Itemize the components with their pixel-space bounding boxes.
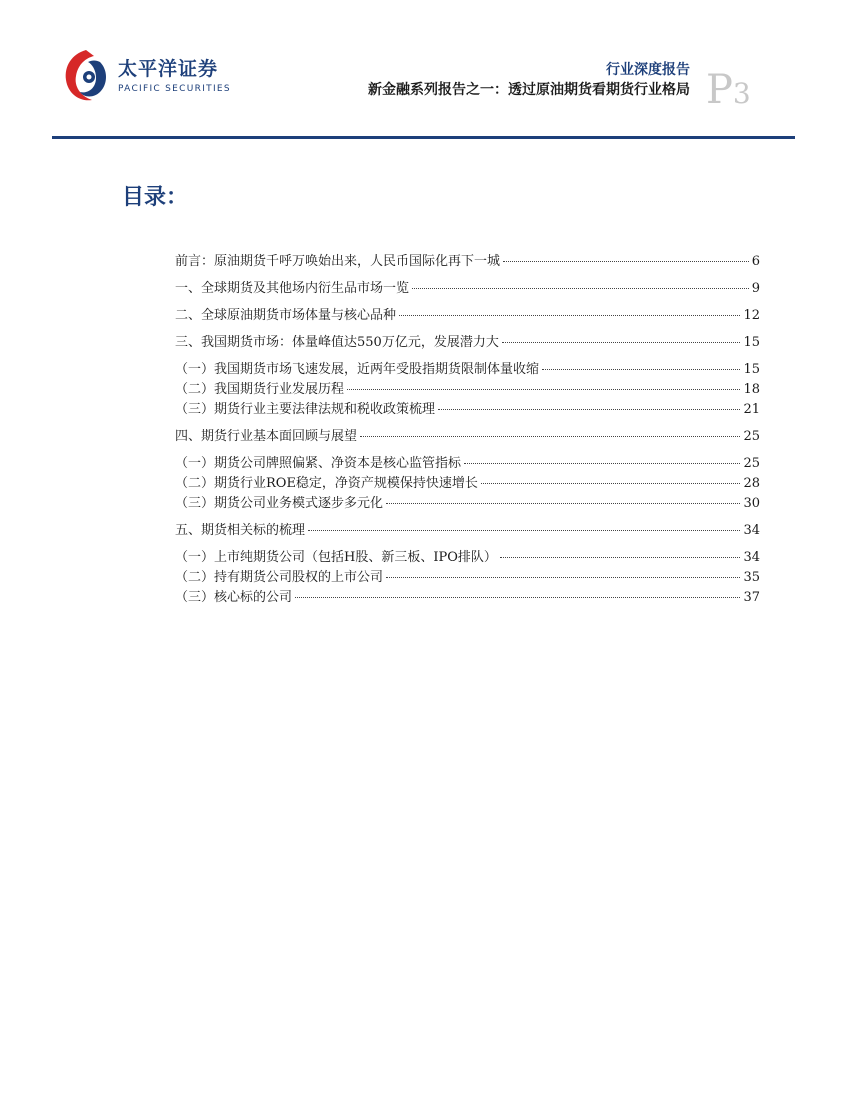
- toc-leader-dots: [481, 483, 741, 484]
- toc-item-page: 15: [743, 335, 760, 350]
- toc-item-page: 12: [743, 308, 760, 323]
- toc-item-page: 30: [743, 496, 760, 511]
- toc-leader-dots: [503, 261, 749, 262]
- toc-item[interactable]: [175, 331, 760, 351]
- toc-item-page: 34: [743, 523, 760, 538]
- toc-item[interactable]: [175, 277, 760, 297]
- toc-item[interactable]: [175, 250, 760, 270]
- toc-item-text: （一）期货公司牌照偏紧、净资本是核心监管指标: [175, 456, 462, 471]
- toc-item[interactable]: [175, 546, 760, 566]
- report-type: 行业深度报告: [606, 62, 690, 78]
- toc-item-text: （三）期货行业主要法律法规和税收政策梳理: [175, 402, 436, 417]
- toc-leader-dots: [500, 557, 741, 558]
- toc-item-text: 一、全球期货及其他场内衍生品市场一览: [175, 281, 410, 296]
- toc-item-text: （一）上市纯期货公司（包括H股、新三板、IPO排队）: [175, 550, 497, 565]
- toc-item-text: （三）核心标的公司: [175, 590, 293, 605]
- toc-leader-dots: [502, 342, 741, 343]
- toc-item-text: （二）持有期货公司股权的上市公司: [175, 570, 384, 585]
- toc-item-page: 9: [751, 281, 760, 296]
- toc-item[interactable]: [175, 378, 760, 398]
- toc-item[interactable]: [175, 304, 760, 324]
- toc-item-text: （二）期货行业ROE稳定，净资产规模保持快速增长: [175, 476, 478, 491]
- table-of-contents: [175, 250, 760, 606]
- toc-item-page: 6: [751, 254, 760, 269]
- toc-leader-dots: [308, 530, 740, 531]
- pacific-logo-icon: [60, 46, 112, 106]
- toc-item[interactable]: [175, 358, 760, 378]
- toc-item[interactable]: [175, 472, 760, 492]
- toc-title: 目录：: [122, 184, 189, 210]
- toc-item[interactable]: [175, 452, 760, 472]
- toc-item-text: （二）我国期货行业发展历程: [175, 382, 345, 397]
- toc-item-page: 28: [743, 476, 760, 491]
- toc-item-page: 35: [743, 570, 760, 585]
- toc-item[interactable]: [175, 492, 760, 512]
- toc-item-page: 18: [743, 382, 760, 397]
- toc-leader-dots: [412, 288, 749, 289]
- logo-english-name: PACIFIC SECURITIES: [118, 84, 231, 94]
- header-divider: [52, 136, 795, 139]
- toc-item-text: 前言：原油期货千呼万唤始出来，人民币国际化再下一城: [175, 254, 501, 269]
- toc-item-text: 四、期货行业基本面回顾与展望: [175, 429, 358, 444]
- report-title: 新金融系列报告之一：透过原油期货看期货行业格局: [368, 82, 690, 98]
- toc-leader-dots: [347, 389, 740, 390]
- toc-item[interactable]: [175, 425, 760, 445]
- toc-leader-dots: [295, 597, 740, 598]
- toc-leader-dots: [386, 503, 740, 504]
- toc-item[interactable]: [175, 566, 760, 586]
- company-logo: [60, 46, 230, 110]
- toc-leader-dots: [464, 463, 740, 464]
- toc-item[interactable]: [175, 398, 760, 418]
- page-number-letter: P: [706, 67, 733, 113]
- toc-item-text: 二、全球原油期货市场体量与核心品种: [175, 308, 397, 323]
- toc-leader-dots: [386, 577, 740, 578]
- page-number: [706, 67, 751, 113]
- toc-item-page: 34: [743, 550, 760, 565]
- logo-chinese-name: 太平洋证券: [118, 58, 219, 80]
- toc-item[interactable]: [175, 586, 760, 606]
- toc-leader-dots: [542, 369, 740, 370]
- toc-leader-dots: [360, 436, 740, 437]
- toc-item-page: 37: [743, 590, 760, 605]
- toc-leader-dots: [438, 409, 740, 410]
- toc-item[interactable]: [175, 519, 760, 539]
- toc-item-page: 21: [743, 402, 760, 417]
- page-number-digit: 3: [732, 77, 751, 110]
- toc-item-text: （一）我国期货市场飞速发展，近两年受股指期货限制体量收缩: [175, 362, 540, 377]
- toc-item-page: 15: [743, 362, 760, 377]
- toc-item-page: 25: [743, 456, 760, 471]
- toc-item-page: 25: [743, 429, 760, 444]
- toc-item-text: （三）期货公司业务模式逐步多元化: [175, 496, 384, 511]
- toc-item-text: 五、期货相关标的梳理: [175, 523, 306, 538]
- toc-leader-dots: [399, 315, 740, 316]
- toc-item-text: 三、我国期货市场：体量峰值达550万亿元，发展潜力大: [175, 335, 499, 350]
